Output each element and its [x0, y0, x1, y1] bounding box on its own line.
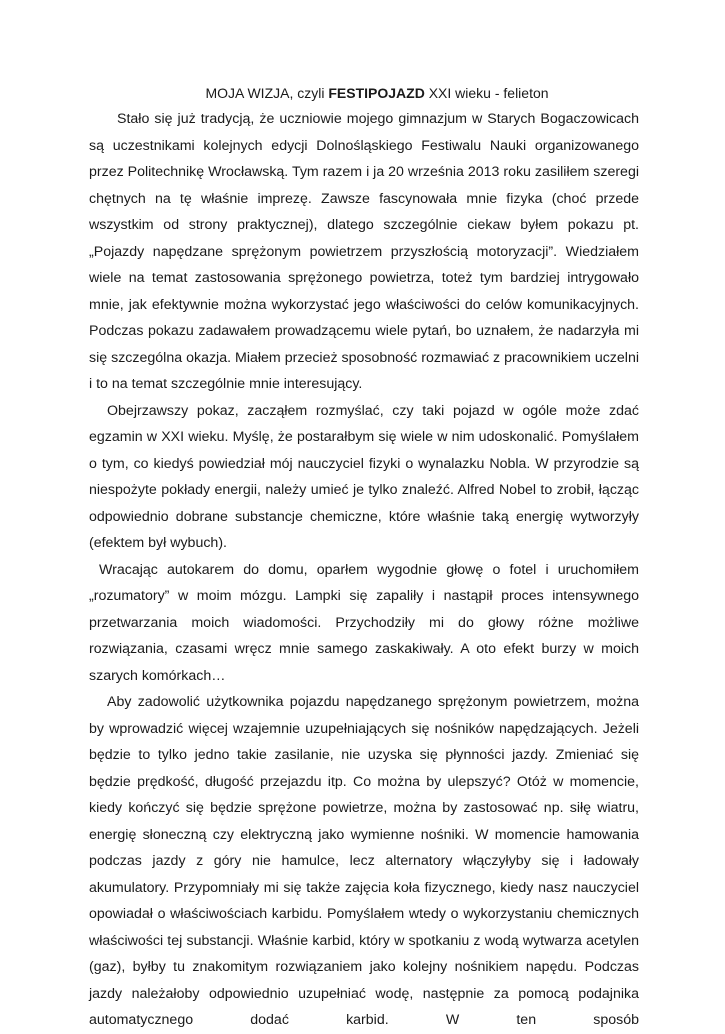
document-body: [89, 80, 639, 1034]
title-prefix: MOJA WIZJA, czyli: [205, 85, 329, 101]
title-bold: FESTIPOJAZD: [328, 85, 425, 101]
document-title: [89, 80, 639, 106]
paragraph-3: Wracając autokarem do domu, oparłem wygodnie głowę o fotel i uruchomiłem „rozumatory” w moim mózgu. Lampki się zapaliły i nastąpił proces intensywnego przetwarzania moich wiadomości. Przychodziły mi do głowy różne możliwe rozwiązania, czasami wręcz mnie samego zaskakiwały. A oto efekt burzy w moich szarych komórkach…: [89, 561, 639, 684]
paragraph-2: Obejrzawszy pokaz, zacząłem rozmyślać, czy taki pojazd w ogóle może zdać egzamin w XXI wieku. Myślę, że postarałbym się wiele w nim udoskonalić. Pomyślałem o tym, co kiedyś powiedział mój nauczyciel fizyki o wynalazku Nobla. W przyrodzie są niespożyte pokłady energii, należy umieć je tylko znaleźć. Alfred Nobel to zrobił, łącząc odpowiednio dobrane substancje chemiczne, które właśnie taką energię wytworzyły (efektem był wybuch).: [89, 402, 639, 551]
title-suffix: XXI wieku - felieton: [424, 85, 549, 101]
paragraph-4: Aby zadowolić użytkownika pojazdu napędzanego sprężonym powietrzem, można by wprowadzić więcej wzajemnie uzupełniających się nośników napędzających. Jeżeli będzie to tylko jedno takie zasilanie, nie uzyska się płynności jazdy. Zmieniać się będzie prędkość, długość przejazdu itp. Co można by ulepszyć? Otóż w momencie, kiedy kończyć się będzie sprężone powietrze, można by zastosować np. siłę wiatru, energię słoneczną czy elektryczną jako wymienne nośniki. W momencie hamowania podczas jazdy z góry nie hamulce, lecz alternatory włączyłyby się i ładowały akumulatory. Przypomniały mi się także zajęcia koła fizycznego, kiedy nasz nauczyciel opowiadał o właściwościach karbidu. Pomyślałem wtedy o wykorzystaniu chemicznych właściwości tej substancji. Właśnie karbid, który w spotkaniu z wodą wytwarza acetylen (gaz), byłby tu znakomitym rozwiązaniem jako kolejny nośnikiem napędu. Podczas jazdy należałoby odpowiednio uzupełniać wodę, następnie za pomocą podajnika automatycznego dodać karbid. W ten sposób: [89, 694, 639, 1028]
paragraph-1: Stało się już tradycją, że uczniowie mojego gimnazjum w Starych Bogaczowicach są uczestnikami kolejnych edycji Dolnośląskiego Festiwalu Nauki organizowanego przez Politechnikę Wrocławską. Tym razem i ja 20 września 2013 roku zasiliłem szeregi chętnych na tę właśnie imprezę. Zawsze fascynowała mnie fizyka (choć przede wszystkim od strony praktycznej), dlatego szczególnie ciekaw byłem pokazu pt. „Pojazdy napędzane sprężonym powietrzem przyszłością motoryzacji”. Wiedziałem wiele na temat zastosowania sprężonego powietrza, toteż tym bardziej intrygowało mnie, jak efektywnie można wykorzystać jego właściwości do celów komunikacyjnych. Podczas pokazu zadawałem prowadzącemu wiele pytań, bo uznałem, że nadarzyła mi się szczególna okazja. Miałem przecież sposobność rozmawiać z pracownikiem uczelni i to na temat szczególnie mnie interesujący.: [89, 111, 639, 392]
